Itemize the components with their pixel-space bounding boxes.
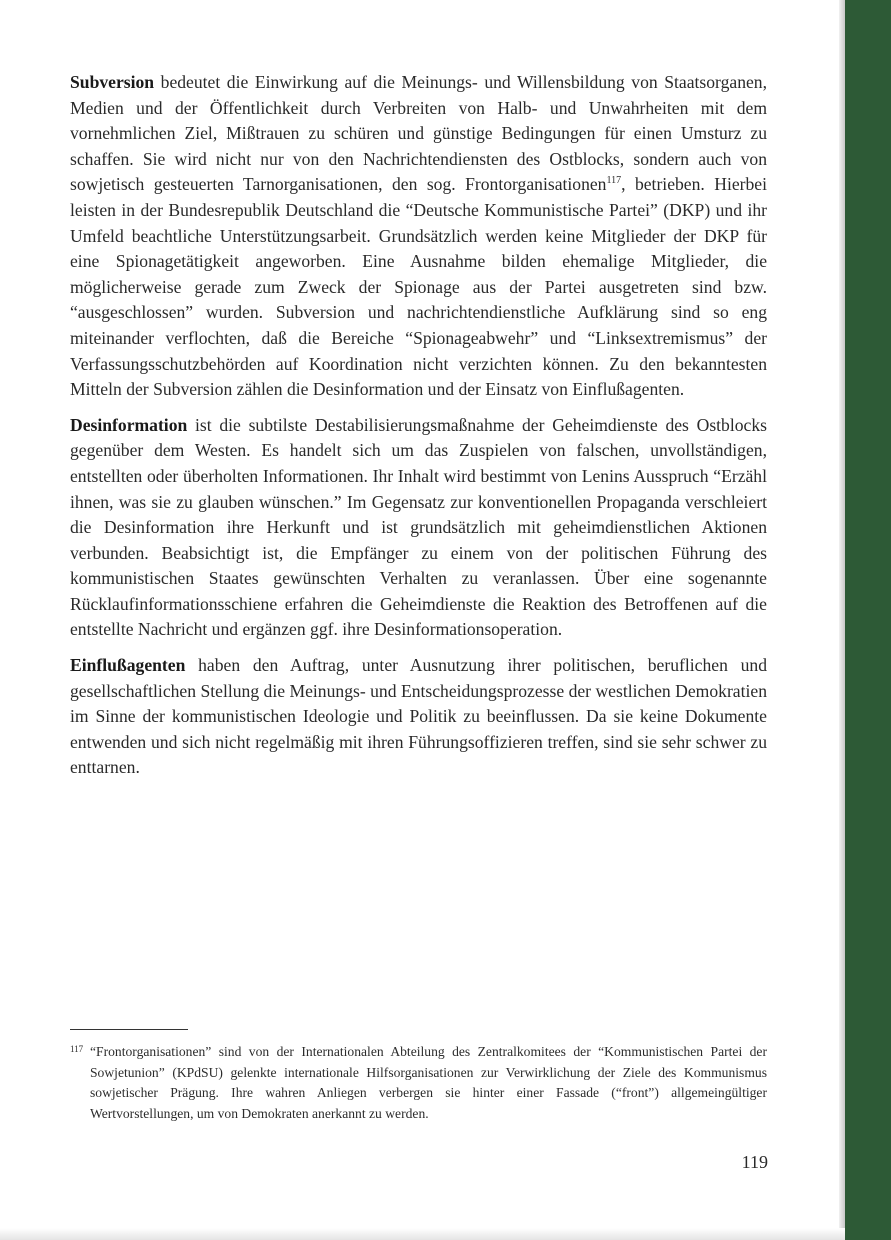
footnote-reference[interactable]: 117: [606, 175, 622, 187]
footnote-divider: [70, 1029, 188, 1030]
term-desinformation: Desinformation: [70, 414, 188, 435]
paragraph-subversion-text-b: , betrieben. Hierbei leisten in der Bundesrepublik Deutschland die “Deutsche Kommunistische Partei” (DKP) und ihr Umfeld beachtliche Unterstützungsarbeit. Grundsätzlich werden keine Mitglieder der DKP für eine Spionagetätigkeit angeworben. Eine Ausnahme bilden ehemalige Mitglieder, die möglicherweise gerade zum Zweck der Spionage aus der Partei ausgetreten sind bzw. “ausgeschlossen” wurden. Subversion und nachrichtendienstliche Aufklärung sind so eng miteinander verflochten, daß die Bereiche “Spionageabwehr” und “Linksextremismus” der Verfassungsschutzbehörden auf Koordination nicht verzichten können. Zu den bekanntesten Mitteln der Subversion zählen die Desinformation und der Einsatz von Einflußagenten.: [70, 174, 767, 400]
paragraph-desinformation-text: ist die subtilste Destabilisierungsmaßnahme der Geheimdienste des Ostblocks gegenüber dem Westen. Es handelt sich um das Zuspielen von falschen, unvollständigen, entstellten oder überholten Informationen. Ihr Inhalt wird bestimmt von Lenins Ausspruch “Erzähl ihnen, was sie zu glauben wünschen.” Im Gegensatz zur konventionellen Propaganda verschleiert die Desinformation ihre Herkunft und ist grundsätzlich mit geheimdienstlichen Aktionen verbunden. Beabsichtigt ist, die Empfänger zu einem von der politischen Führung des kommunistischen Staates gewünschten Verhalten zu veranlassen. Über eine sogenannte Rücklaufinformationsschiene erfahren die Geheimdienste die Reaktion des Betroffenen auf die entstellte Nachricht und ergänzen ggf. ihre Desinformationsoperation.: [70, 414, 767, 640]
paragraph-subversion: [70, 70, 767, 403]
page-body: [70, 70, 767, 791]
footnote: [70, 1042, 767, 1124]
footnote-text: “Frontorganisationen” sind von der Internationalen Abteilung des Zentralkomitees der “Kommunistischen Partei der Sowjetunion” (KPdSU) gelenkte internationale Hilfsorganisationen zur Verwirklichung der Ziele des Kommunismus sowjetischer Prägung. Ihre wahren Anliegen verbergen sie hinter einer Fassade (“front”) allgemeingültiger Wertvorstellungen, um von Demokraten anerkannt zu werden.: [90, 1044, 767, 1121]
paragraph-desinformation: [70, 413, 767, 643]
page-edge-strip: [845, 0, 891, 1240]
term-subversion: Subversion: [70, 72, 155, 92]
paragraph-einflussagenten: [70, 653, 767, 781]
term-einflussagenten: Einflußagenten: [70, 655, 186, 676]
footnote-number: 117: [70, 1044, 84, 1054]
paragraph-einflussagenten-text: haben den Auftrag, unter Ausnutzung ihrer politischen, beruflichen und gesellschaftlichen Stellung die Meinungs- und Entscheidungsprozesse der westlichen Demokratien im Sinne der kommunistischen Ideologie und Politik zu beeinflussen. Da sie keine Dokumente entwenden und sich nicht regelmäßig mit ihren Führungsoffizieren treffen, sind sie sehr schwer zu enttarnen.: [70, 655, 767, 778]
page-bottom-shadow: [0, 1228, 845, 1240]
page-number: 119: [741, 1152, 768, 1172]
paragraph-subversion-text-a: bedeutet die Einwirkung auf die Meinungs- und Willensbildung von Staatsorganen, Medien und der Öffentlichkeit durch Verbreiten von Halb- und Unwahrheiten mit dem vornehmlichen Ziel, Mißtrauen zu schüren und günstige Bedingungen für einen Umsturz zu schaffen. Sie wird nicht nur von den Nachrichtendiensten des Ostblocks, sondern auch von sowjetisch gesteuerten Tarnorganisationen, den sog. Frontorganisationen: [70, 72, 767, 195]
